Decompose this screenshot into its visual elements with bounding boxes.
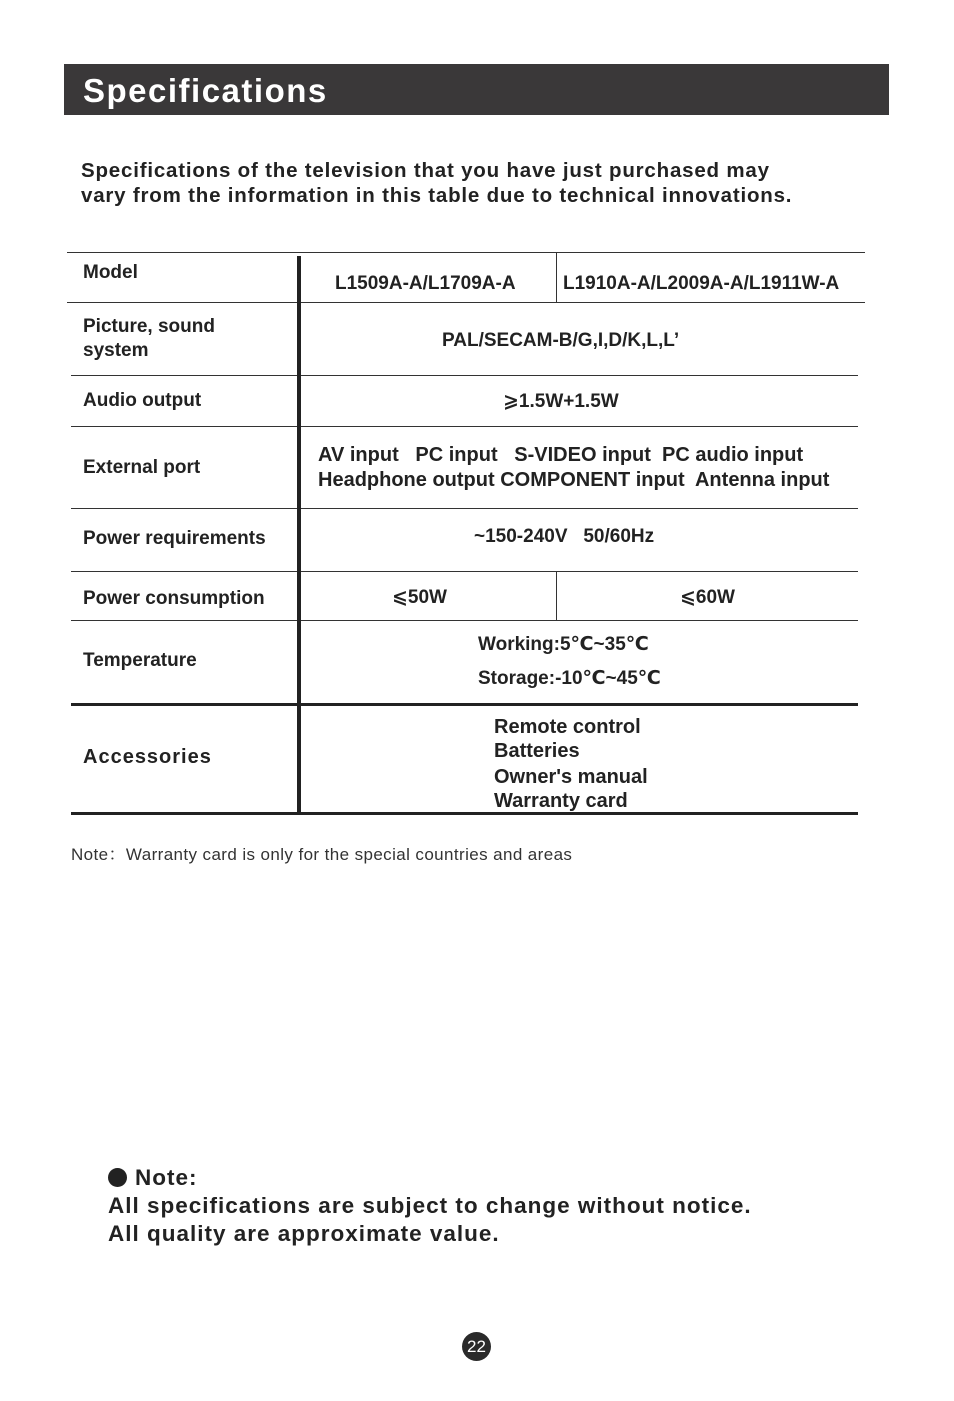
- value-model-2: L1910A-A/L2009A-A/L1911W-A: [563, 273, 840, 294]
- warranty-note: Note：Warranty card is only for the special countries and areas: [71, 845, 573, 864]
- table-rule-model: [67, 302, 865, 303]
- header-banner: [64, 64, 889, 115]
- bottom-note-heading: Note:: [135, 1165, 198, 1190]
- table-rule-external: [71, 508, 858, 509]
- table-rule-audio: [71, 426, 858, 427]
- label-power-requirements: Power requirements: [83, 528, 266, 549]
- accessory-item: Owner's manual: [494, 766, 648, 788]
- power-value-divider: [556, 572, 557, 620]
- bottom-note-heading-row: [108, 1164, 752, 1192]
- value-temperature-working: Working:5℃~35℃: [478, 634, 649, 655]
- accessory-item: Remote control: [494, 716, 641, 738]
- value-audio-output: ⩾1.5W+1.5W: [503, 391, 619, 412]
- bottom-note-line-2: All quality are approximate value.: [108, 1221, 500, 1246]
- bottom-note: [108, 1164, 752, 1248]
- intro-line-2: vary from the information in this table due to technical innovations.: [81, 184, 793, 207]
- table-rule-picture: [71, 375, 858, 376]
- value-power-consumption-2: ⩽60W: [680, 587, 735, 608]
- table-rule-top: [67, 252, 865, 253]
- table-column-divider: [297, 256, 301, 813]
- value-temperature-storage: Storage:-10℃~45℃: [478, 668, 661, 689]
- intro-paragraph: [81, 158, 881, 208]
- value-power-consumption-1: ⩽50W: [392, 587, 447, 608]
- accessory-item: Warranty card: [494, 790, 628, 812]
- accessory-item: Batteries: [494, 740, 580, 762]
- value-model-1: L1509A-A/L1709A-A: [335, 273, 516, 294]
- label-external-port: External port: [83, 457, 201, 478]
- bullet-icon: [108, 1168, 127, 1187]
- intro-line-1: Specifications of the television that you have just purchased may: [81, 159, 770, 182]
- table-rule-power-cons: [71, 620, 858, 621]
- label-temperature: Temperature: [83, 650, 197, 671]
- label-picture-sound-line2: system: [83, 340, 149, 361]
- page-title: Specifications: [83, 72, 328, 109]
- label-picture-sound-line1: Picture, sound: [83, 316, 215, 337]
- table-rule-temperature: [71, 703, 858, 706]
- table-rule-bottom: [71, 812, 858, 815]
- label-power-consumption: Power consumption: [83, 588, 265, 609]
- label-model: Model: [83, 262, 138, 283]
- table-rule-power-req: [71, 571, 858, 572]
- value-external-port-line1: AV input PC input S-VIDEO input PC audio input: [318, 444, 804, 466]
- value-power-requirements: ~150-240V 50/60Hz: [474, 526, 655, 547]
- model-value-divider: [556, 253, 557, 302]
- value-external-port-line2: Headphone output COMPONENT input Antenna input: [318, 469, 830, 491]
- bottom-note-line-1: All specifications are subject to change without notice.: [108, 1193, 752, 1218]
- value-picture-sound: PAL/SECAM-B/G,I,D/K,L,L’: [442, 330, 680, 351]
- page-number: 22: [462, 1332, 491, 1361]
- label-accessories: Accessories: [83, 746, 212, 768]
- label-audio-output: Audio output: [83, 390, 202, 411]
